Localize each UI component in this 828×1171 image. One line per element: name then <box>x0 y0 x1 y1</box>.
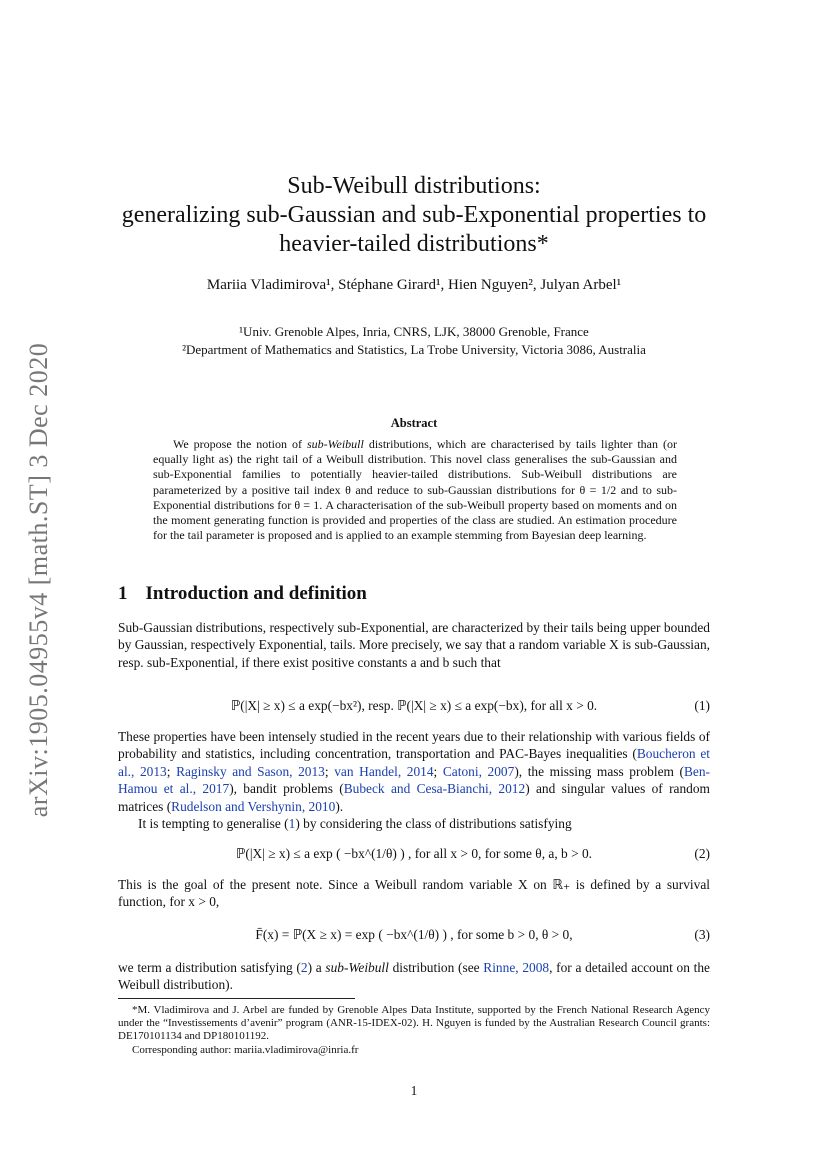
para3-text-1: It is tempting to generalise ( <box>138 816 289 832</box>
footnote-text: *M. Vladimirova and J. Arbel are funded by Grenoble Alpes Data Institute, supported by the French National Research Agency under the “Investissements d’avenir” program (ANR-15-IDEX-02). H. Nguyen is funded by the Australian Research Council grants: DE170101134 and DP180101192. <box>118 1004 710 1043</box>
footnote <box>118 1004 710 1057</box>
abstract-text-2: distributions, which are characterised by tails lighter than (or equally light as) the right tail of a Weibull distribution. This novel class generalises the sub-Gaussian and sub-Exponential families to potentially heavier-tailed distributions. Sub-Weibull distributions are parameterized by a positive tail index θ and reduce to sub-Gaussian distributions for θ = 1/2 and to sub-Exponential distributions for θ = 1. A characterisation of the sub-Weibull property based on moments and on the moment generating function is provided and properties of the class are studied. An estimation procedure for the tail parameter is proposed and is applied to an example stemming from Bayesian deep learning. <box>153 437 677 543</box>
abstract-body <box>153 437 677 543</box>
title-line-1: Sub-Weibull distributions: <box>287 173 541 199</box>
para2-text-1: These properties have been intensely studied in the recent years due to their relationship with various fields of probability and statistics, including concentration, transportation and PAC-Bayes inequalities ( <box>118 729 710 762</box>
para3-text-2: ) by considering the class of distributions satisfying <box>295 816 572 832</box>
abstract-text-1: We propose the notion of <box>173 437 307 451</box>
section-heading <box>118 583 367 605</box>
paper-title <box>100 172 728 259</box>
para2-text-5: ). <box>335 798 344 814</box>
footnote-contact: Corresponding author: mariia.vladimirova@inria.fr <box>132 1043 359 1056</box>
paragraph-4-text: This is the goal of the present note. Since a Weibull random variable X on ℝ₊ is defined by a survival function, for x > 0, <box>118 877 710 910</box>
affiliation-2: ²Department of Mathematics and Statistics, La Trobe University, Victoria 3086, Australia <box>182 342 646 357</box>
citation-rinne[interactable]: Rinne, 2008 <box>483 960 550 975</box>
citation-catoni[interactable]: Catoni, 2007 <box>442 763 515 779</box>
equation-1-math: ℙ(|X| ≥ x) ≤ a exp(−bx²), resp. ℙ(|X| ≥ x) ≤ a exp(−bx), for all x > 0. <box>230 698 598 713</box>
paragraph-1 <box>118 619 710 671</box>
equation-2-tag: (2) <box>694 846 710 861</box>
arxiv-identifier: arXiv:1905.04955v4 [math.ST] 3 Dec 2020 <box>24 342 53 818</box>
para2-text-3: ), bandit problems ( <box>229 781 344 797</box>
equation-ref-2[interactable]: 2 <box>300 960 308 975</box>
footnote-divider <box>118 998 355 999</box>
citation-ben-hamou[interactable]: Ben-Hamou et al., 2017 <box>118 763 711 797</box>
abstract-emphasis: sub-Weibull <box>306 437 364 451</box>
para5-text-1: we term a distribution satisfying ( <box>118 960 301 975</box>
para2-text-2: ), the missing mass problem ( <box>514 763 684 779</box>
citation-bubeck[interactable]: Bubeck and Cesa-Bianchi, 2012 <box>343 781 526 797</box>
affiliations <box>100 323 728 359</box>
section-title: Introduction and definition <box>145 583 367 604</box>
citation-raginsky[interactable]: Raginsky and Sason, 2013 <box>176 763 325 779</box>
affiliation-1: ¹Univ. Grenoble Alpes, Inria, CNRS, LJK, 38000 Grenoble, France <box>239 324 589 339</box>
paragraph-4 <box>118 876 710 911</box>
para5-text-2: ) a <box>307 960 326 975</box>
arxiv-sidebar <box>14 300 64 860</box>
equation-2-math: ℙ(|X| ≥ x) ≤ a exp ( −bx^(1/θ) ) , for all x > 0, for some θ, a, b > 0. <box>235 846 593 861</box>
equation-1-tag: (1) <box>694 698 710 713</box>
page-number: 1 <box>410 1083 418 1098</box>
title-line-2: generalizing sub-Gaussian and sub-Exponential properties to <box>121 202 707 228</box>
para5-emphasis: sub-Weibull <box>325 960 389 975</box>
paragraph-2 <box>118 728 710 832</box>
abstract-heading: Abstract <box>390 416 438 430</box>
citation-van-handel[interactable]: van Handel, 2014 <box>334 763 434 779</box>
citation-separator: ; <box>433 763 443 779</box>
citation-rudelson[interactable]: Rudelson and Vershynin, 2010 <box>171 798 336 814</box>
equation-3-math: F̄(x) = ℙ(X ≥ x) = exp ( −bx^(1/θ) ) , for some b > 0, θ > 0, <box>255 927 573 942</box>
title-line-3: heavier-tailed distributions* <box>279 231 549 257</box>
equation-ref-1[interactable]: 1 <box>288 816 296 832</box>
citation-boucheron[interactable]: Boucheron et al., 2013 <box>118 746 710 779</box>
para5-text-4: , for a detailed account on the Weibull distribution). <box>118 960 710 993</box>
citation-separator: ; <box>166 763 177 779</box>
para5-text-3: distribution (see <box>388 960 484 975</box>
para2-text-4: ) and singular values of random matrices ( <box>118 781 710 814</box>
author-list: Mariia Vladimirova¹, Stéphane Girard¹, Hien Nguyen², Julyan Arbel¹ <box>206 277 622 293</box>
citation-separator: ; <box>324 763 335 779</box>
equation-3-tag: (3) <box>694 927 710 942</box>
paragraph-1-text: Sub-Gaussian distributions, respectively sub-Exponential, are characterized by their tails being upper bounded by Gaussian, respectively Exponential, tails. More precisely, we say that a random variable X is sub-Gaussian, resp. sub-Exponential, if there exist positive constants a and b such that <box>118 620 710 670</box>
section-number: 1 <box>118 583 128 604</box>
paragraph-5 <box>118 959 710 994</box>
